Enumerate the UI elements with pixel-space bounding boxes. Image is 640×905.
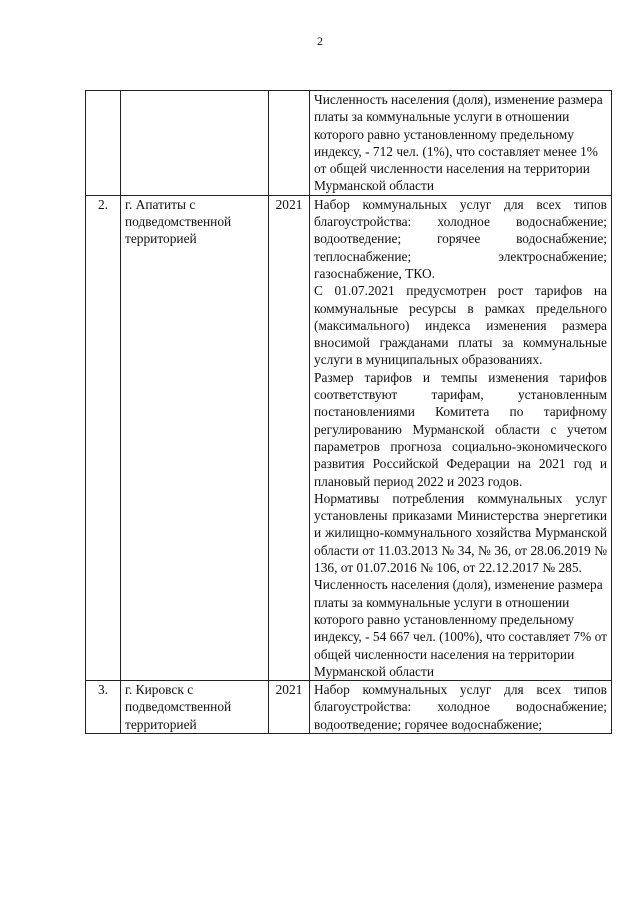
description-paragraph: С 01.07.2021 предусмотрен рост тарифов на коммунальные ресурсы в рамках предельного (максимального) индекса изменения размера вносимой гражданами платы за коммунальные услуги в муниципальных образованиях. xyxy=(314,283,607,368)
description-paragraph: Набор коммунальных услуг для всех типов благоустройства: холодное водоснабжение; водоотведение; горячее водоснабжение; xyxy=(314,682,607,732)
description-cell xyxy=(310,195,612,680)
year-cell xyxy=(269,91,310,196)
description-paragraph: Набор коммунальных услуг для всех типов благоустройства: холодное водоснабжение; водоотведение; горячее водоснабжение; теплоснабжение; электроснабжение; газоснабжение, ТКО. xyxy=(314,196,607,281)
page-number: 2 xyxy=(317,34,323,48)
row-number xyxy=(86,91,121,196)
municipality-cell: г. Апатиты с подведомственной территорией xyxy=(121,195,269,680)
municipality-cell xyxy=(121,91,269,196)
row-number: 3. xyxy=(86,681,121,734)
table-row xyxy=(86,91,612,196)
table-row xyxy=(86,681,612,734)
municipality-cell: г. Кировск с подведомственной территорией xyxy=(121,681,269,734)
description-paragraph: Размер тарифов и темпы изменения тарифов соответствуют тарифам, установленным постановлениями Комитета по тарифному регулированию Мурманской области с учетом параметров прогноза социально-экономического развития Российской Федерации на 2021 год и плановый период 2022 и 2023 годов. xyxy=(314,369,607,489)
description-cell xyxy=(310,91,612,196)
row-number: 2. xyxy=(86,195,121,680)
description-paragraph: Численность населения (доля), изменение размера платы за коммунальные услуги в отношении которого равно установленному предельному индексу, - 54 667 чел. (100%), что составляет 7% от общей численности населения на территории Мурманской области xyxy=(314,577,607,679)
tariff-table xyxy=(85,90,612,734)
table-row xyxy=(86,195,612,680)
description-cell xyxy=(310,681,612,734)
description-paragraph: Нормативы потребления коммунальных услуг установлены приказами Министерства энергетики и жилищно-коммунального хозяйства Мурманской области от 11.03.2013 № 34, № 36, от 28.06.2019 № 136, от 01.07.2016 № 106, от 22.12.2017 № 285. xyxy=(314,490,607,576)
year-cell: 2021 xyxy=(269,681,310,734)
description-paragraph: Численность населения (доля), изменение размера платы за коммунальные услуги в отношении которого равно установленному предельному индексу, - 712 чел. (1%), что составляет менее 1% от общей численности населения на территории Мурманской области xyxy=(314,92,603,194)
year-cell: 2021 xyxy=(269,195,310,680)
